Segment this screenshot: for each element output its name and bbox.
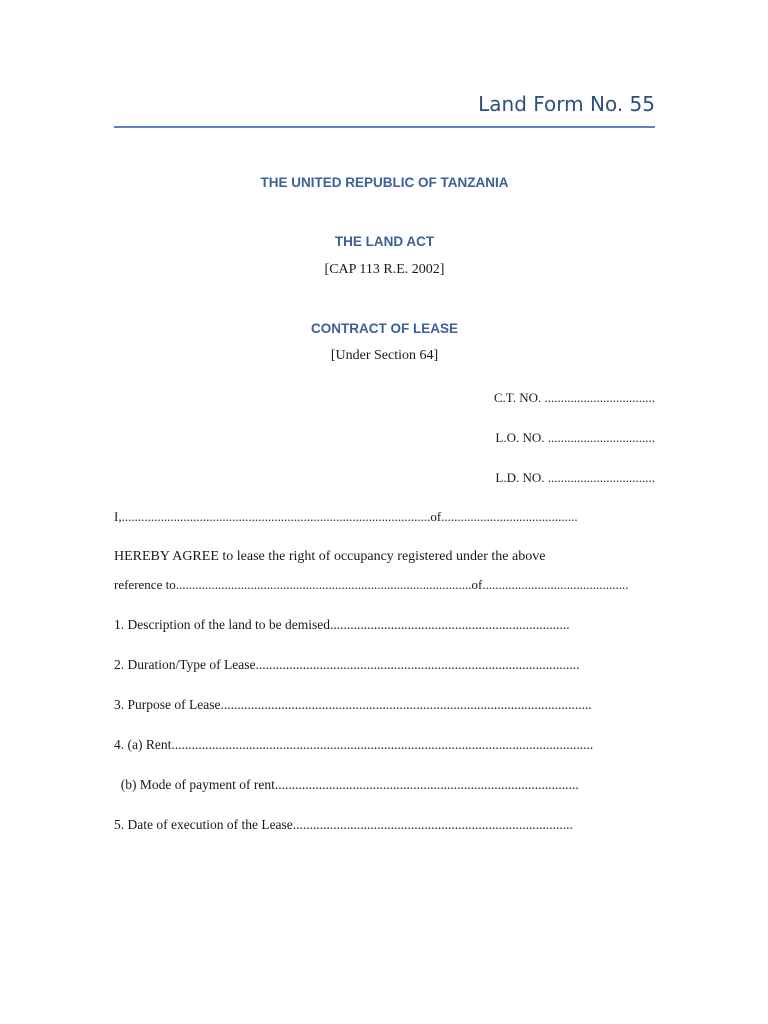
contract-section: [Under Section 64] <box>330 348 439 363</box>
lessor-line: I,...............................................................................................of.......................................... <box>114 509 578 524</box>
item-execution-date: 5. Date of execution of the Lease................................................................................... <box>114 817 573 832</box>
ld-number-field: L.D. NO. ................................. <box>495 470 655 485</box>
act-cap: [CAP 113 R.E. 2002] <box>324 262 445 277</box>
agreement-line-2: reference to...........................................................................................of............................................. <box>114 577 629 592</box>
ct-number-field: C.T. NO. .................................. <box>493 390 655 405</box>
item-duration: 2. Duration/Type of Lease................................................................................................ <box>114 657 580 672</box>
item-description: 1. Description of the land to be demised....................................................................... <box>114 617 570 632</box>
act-heading: THE LAND ACT <box>334 234 435 249</box>
republic-heading: THE UNITED REPUBLIC OF TANZANIA <box>260 175 509 190</box>
agreement-line-1: HEREBY AGREE to lease the right of occupancy registered under the above <box>114 549 546 564</box>
lo-number-field: L.O. NO. ................................. <box>495 430 655 445</box>
item-rent: 4. (a) Rent............................................................................................................................. <box>114 737 594 752</box>
form-number: Land Form No. 55 <box>478 92 655 116</box>
item-purpose: 3. Purpose of Lease.............................................................................................................. <box>114 697 592 712</box>
contract-heading: CONTRACT OF LEASE <box>311 321 458 336</box>
header-divider <box>114 126 655 128</box>
item-payment-mode: (b) Mode of payment of rent.......................................................................................... <box>114 777 579 792</box>
